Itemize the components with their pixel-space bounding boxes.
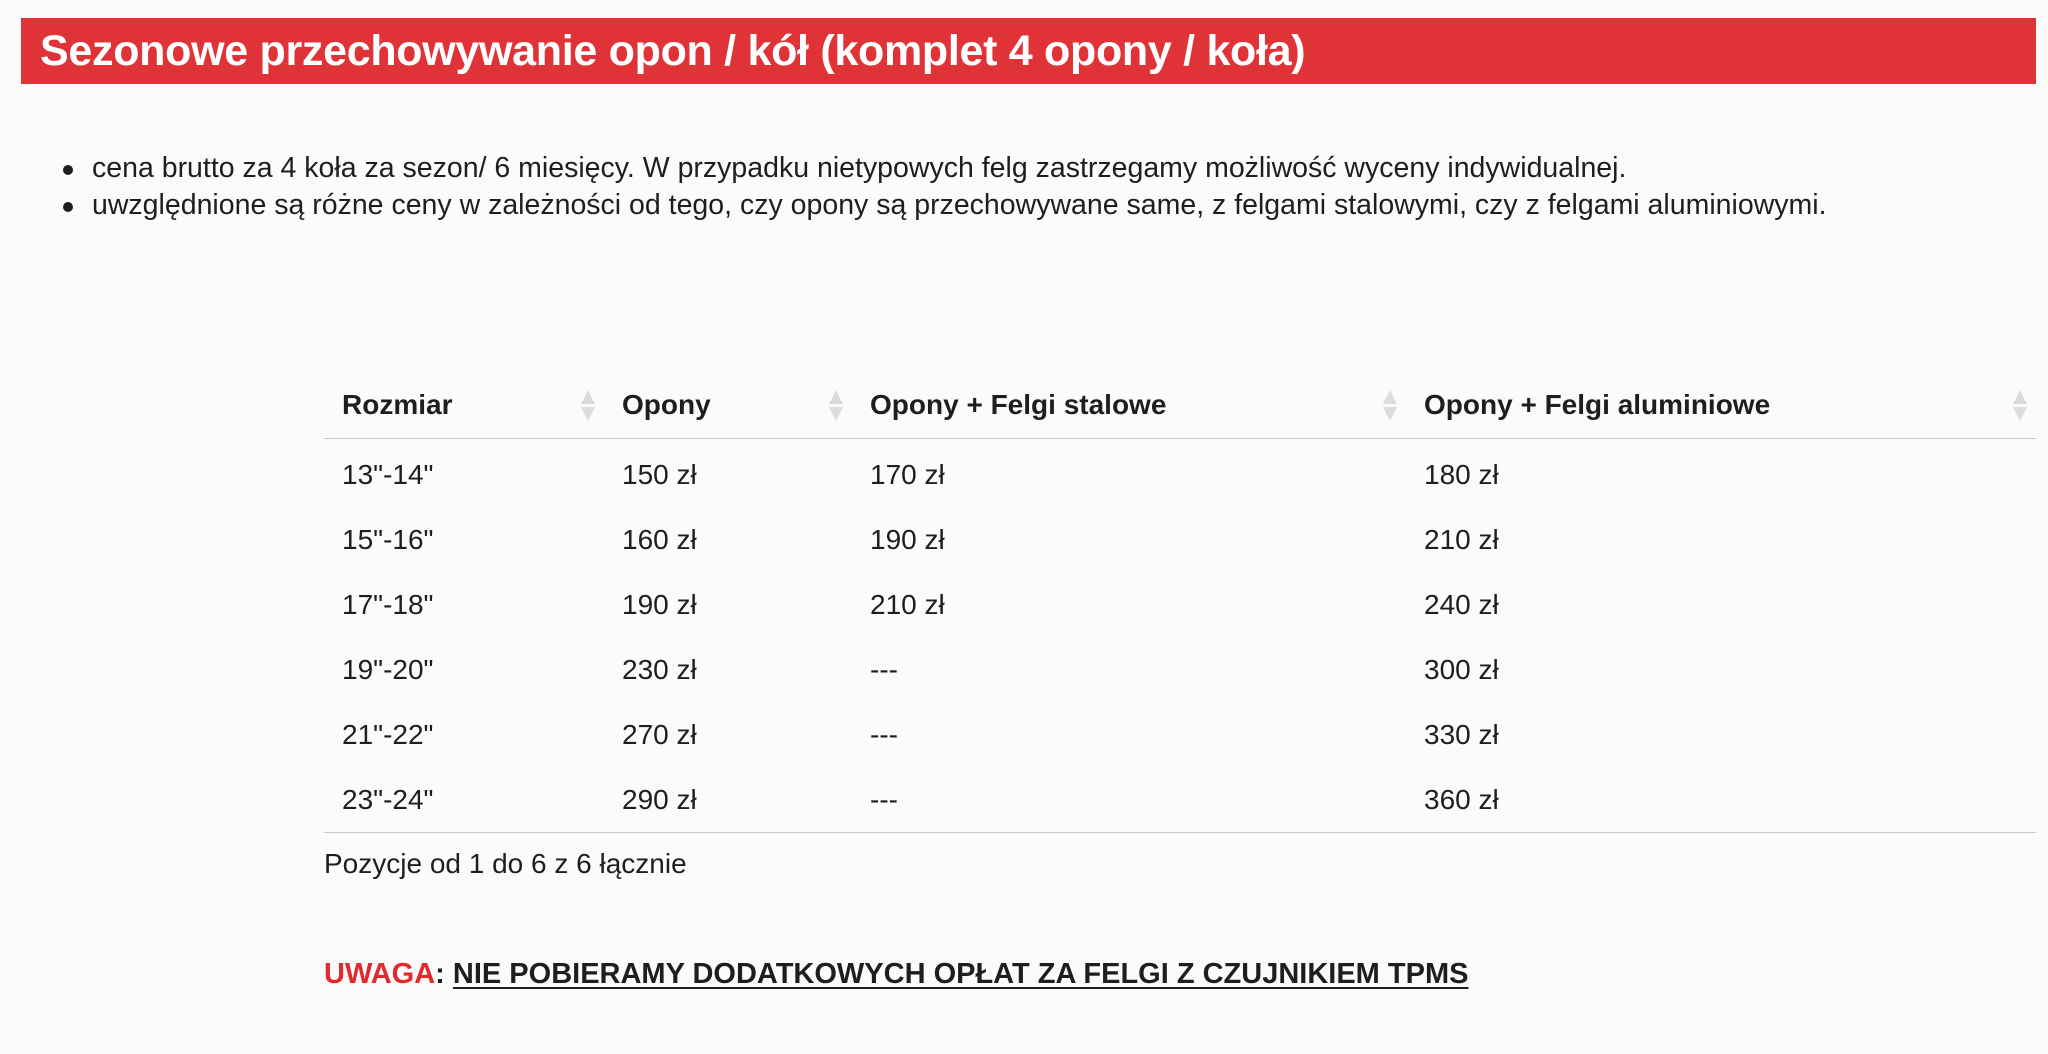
sort-arrows-icon[interactable]	[580, 388, 596, 422]
cell-rozmiar: 13"-14"	[342, 458, 434, 490]
table-row	[324, 767, 2036, 833]
cell-rozmiar: 21"-22"	[342, 718, 434, 750]
section-banner	[21, 18, 2036, 84]
cell-felgi-aluminiowe: 330 zł	[1424, 718, 1499, 750]
column-header-rozmiar[interactable]	[324, 372, 604, 439]
table-row	[324, 637, 2036, 702]
cell-felgi-stalowe: ---	[852, 767, 1406, 833]
cell-felgi-stalowe: 190 zł	[870, 523, 945, 555]
tpms-notice	[324, 958, 1468, 991]
bullet-item	[62, 150, 1827, 187]
cell-opony: 190 zł	[622, 588, 697, 620]
cell-felgi-stalowe: 210 zł	[870, 588, 945, 620]
table-row	[324, 507, 2036, 572]
table-row	[324, 702, 2036, 767]
cell-felgi-aluminiowe: 240 zł	[1424, 588, 1499, 620]
table-info: Pozycje od 1 do 6 z 6 łącznie	[324, 848, 687, 879]
cell-rozmiar: 19"-20"	[342, 653, 434, 685]
cell-opony: 270 zł	[622, 718, 697, 750]
table-header-row	[324, 372, 2036, 439]
sort-arrows-icon[interactable]	[828, 388, 844, 422]
table-row	[324, 439, 2036, 508]
column-header-opony[interactable]	[604, 372, 852, 439]
cell-rozmiar: 17"-18"	[342, 588, 434, 620]
cell-felgi-aluminiowe: 300 zł	[1424, 653, 1499, 685]
table-row	[324, 572, 2036, 637]
bullet-text: uwzględnione są różne ceny w zależności od tego, czy opony są przechowywane same, z felgami stalowymi, czy z felgami aluminiowymi.	[92, 189, 1827, 221]
cell-felgi-aluminiowe: 210 zł	[1424, 523, 1499, 555]
bullet-icon	[63, 202, 73, 212]
column-header-label: Rozmiar	[342, 389, 453, 420]
notice-separator: :	[435, 958, 445, 990]
cell-felgi-stalowe: 170 zł	[870, 458, 945, 490]
column-header-label: Opony	[622, 389, 711, 420]
cell-rozmiar: 23"-24"	[324, 767, 604, 833]
section-title: Sezonowe przechowywanie opon / kół (komplet 4 opony / koła)	[40, 26, 1306, 75]
column-header-label: Opony + Felgi stalowe	[870, 389, 1167, 420]
bullet-text: cena brutto za 4 koła za sezon/ 6 miesięcy. W przypadku nietypowych felg zastrzegamy możliwość wyceny indywidualnej.	[92, 152, 1627, 184]
tpms-notice-link[interactable]: NIE POBIERAMY DODATKOWYCH OPŁAT ZA FELGI Z CZUJNIKIEM TPMS	[452, 958, 1469, 990]
column-header-felgi-stalowe[interactable]	[852, 372, 1406, 439]
cell-opony: 290 zł	[604, 767, 852, 833]
cell-opony: 160 zł	[622, 523, 697, 555]
cell-rozmiar: 15"-16"	[342, 523, 434, 555]
cell-felgi-stalowe: ---	[870, 653, 898, 685]
info-bullet-list	[62, 150, 1827, 224]
bullet-item	[62, 187, 1827, 224]
bullet-icon	[63, 165, 73, 175]
cell-felgi-stalowe: ---	[870, 718, 898, 750]
cell-felgi-aluminiowe: 180 zł	[1424, 458, 1499, 490]
price-table	[324, 372, 2036, 833]
cell-opony: 230 zł	[622, 653, 697, 685]
column-header-label: Opony + Felgi aluminiowe	[1424, 389, 1771, 420]
sort-arrows-icon[interactable]	[2012, 388, 2028, 422]
cell-felgi-aluminiowe: 360 zł	[1406, 767, 2036, 833]
column-header-felgi-aluminiowe[interactable]	[1406, 372, 2036, 439]
notice-label: UWAGA	[324, 958, 436, 990]
cell-opony: 150 zł	[622, 458, 697, 490]
sort-arrows-icon[interactable]	[1382, 388, 1398, 422]
